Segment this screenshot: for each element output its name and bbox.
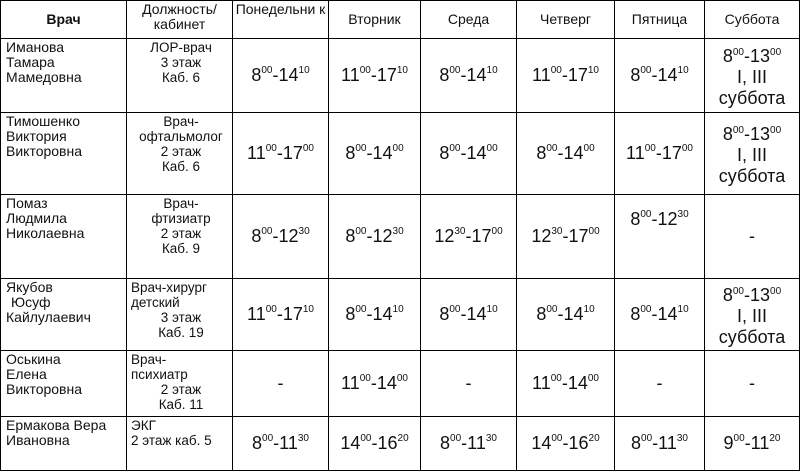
end-hour: 14: [278, 65, 299, 85]
end-minute: 30: [677, 209, 689, 220]
start-minute: 00: [644, 143, 656, 154]
time-cell-sat: $9^{00}-11^{20}$: [705, 417, 800, 471]
position-line: Каб. 6: [161, 70, 201, 85]
position-line: ЭКГ: [131, 418, 156, 433]
doctor-name: [1, 417, 127, 471]
start-hour: 14: [340, 433, 361, 453]
start-hour: 11: [626, 143, 645, 163]
start-hour: 8: [345, 304, 356, 324]
end-hour: 12: [278, 226, 299, 246]
end-hour: 12: [372, 226, 393, 246]
name-line: Виктория: [6, 128, 67, 144]
end-hour: 11: [467, 433, 486, 453]
end-hour: 14: [563, 143, 584, 163]
time-cell-tue: $14^{00}-16^{20}$: [329, 417, 421, 471]
start-minute: 00: [732, 125, 744, 136]
start-minute: 00: [355, 226, 367, 237]
start-hour: 8: [345, 143, 356, 163]
start-minute: 00: [265, 304, 277, 315]
name-line: Николаевна: [6, 225, 85, 241]
start-hour: 11: [532, 373, 551, 393]
end-hour: 17: [471, 226, 492, 246]
end-hour: 14: [567, 373, 588, 393]
end-minute: 10: [677, 304, 689, 315]
time-cell-mon: $11^{00}-17^{10}$: [233, 279, 329, 351]
end-minute: 10: [486, 304, 498, 315]
end-hour: 14: [466, 143, 487, 163]
position-cell: [127, 279, 233, 351]
time-cell-sat: $8^{00}-13^{00}$ I, III суббота: [705, 39, 800, 113]
position-line: 2 этаж каб. 5: [131, 433, 212, 448]
start-minute: 00: [546, 143, 558, 154]
end-hour: 14: [376, 373, 397, 393]
time-cell-wed: $8^{00}-11^{30}$: [421, 417, 517, 471]
end-minute: 10: [392, 304, 404, 315]
header-thursday: Четверг: [517, 1, 615, 39]
position-cell: [127, 417, 233, 471]
doctor-name: [1, 195, 127, 279]
end-hour: 17: [567, 65, 588, 85]
position-cell: [127, 195, 233, 279]
time-cell-thu: $11^{00}-14^{00}$: [517, 351, 615, 417]
start-hour: 8: [630, 304, 641, 324]
time-cell-tue: $11^{00}-14^{00}$: [329, 351, 421, 417]
start-hour: 8: [252, 433, 263, 453]
position-line: Врач-: [163, 196, 199, 211]
end-minute: 30: [392, 226, 404, 237]
time-cell-mon: $11^{00}-17^{00}$: [233, 113, 329, 195]
position-cell: [127, 113, 233, 195]
start-minute: 00: [359, 65, 371, 76]
name-line: Людмила: [6, 210, 67, 226]
end-minute: 00: [396, 373, 408, 384]
start-minute: 00: [550, 373, 562, 384]
position-line: психиатр: [131, 367, 188, 382]
time-cell-mon: -: [233, 351, 329, 417]
start-hour: 8: [440, 433, 451, 453]
end-minute: 20: [588, 433, 600, 444]
start-hour: 8: [536, 304, 547, 324]
time-cell-wed: $12^{30}-17^{00}$: [421, 195, 517, 279]
start-minute: 00: [732, 47, 744, 58]
start-minute: 00: [550, 65, 562, 76]
start-hour: 11: [247, 143, 266, 163]
end-hour: 14: [372, 143, 393, 163]
saturday-weeks: I, III: [736, 145, 767, 165]
header-wednesday: Среда: [421, 1, 517, 39]
end-hour: 14: [563, 304, 584, 324]
end-minute: 00: [587, 373, 599, 384]
start-minute: 00: [449, 65, 461, 76]
position-line: Каб. 9: [161, 241, 201, 256]
end-minute: 10: [396, 65, 408, 76]
header-monday: Понедельни к: [233, 1, 329, 39]
time-cell-sat: $8^{00}-13^{00}$ I, III суббота: [705, 279, 800, 351]
table-row: [1, 279, 800, 351]
saturday-weeks: I, III: [736, 306, 767, 326]
start-hour: 8: [722, 46, 733, 66]
name-line: Якубов: [6, 279, 53, 295]
time-cell-fri: -: [615, 351, 705, 417]
saturday-label: суббота: [718, 88, 786, 108]
start-minute: 00: [261, 65, 273, 76]
start-hour: 8: [630, 209, 641, 229]
header-friday: Пятница: [615, 1, 705, 39]
name-line: Тимошенко: [6, 113, 80, 129]
end-minute: 10: [302, 304, 314, 315]
end-minute: 00: [392, 143, 404, 154]
name-line: Мамедовна: [6, 69, 82, 85]
end-hour: 16: [377, 433, 398, 453]
time-cell-mon: $8^{00}-11^{30}$: [233, 417, 329, 471]
header-doctor: Врач: [1, 1, 127, 39]
end-hour: 11: [658, 433, 677, 453]
time-cell-wed: $8^{00}-14^{00}$: [421, 113, 517, 195]
start-hour: 11: [341, 65, 360, 85]
doctor-name: [1, 351, 127, 417]
end-minute: 00: [681, 143, 693, 154]
end-minute: 10: [587, 65, 599, 76]
time-cell-fri: $8^{00}-11^{30}$: [615, 417, 705, 471]
end-minute: 00: [770, 47, 782, 58]
doctor-name: [1, 279, 127, 351]
time-cell-thu: $11^{00}-17^{10}$: [517, 39, 615, 113]
end-hour: 17: [661, 143, 682, 163]
start-hour: 12: [531, 226, 552, 246]
end-hour: 13: [749, 124, 771, 144]
time-cell-sat: -: [705, 195, 800, 279]
start-hour: 8: [630, 65, 641, 85]
start-hour: 11: [247, 304, 266, 324]
time-cell-mon: $8^{00}-14^{10}$: [233, 39, 329, 113]
position-line: фтизиатр: [151, 211, 211, 226]
name-line: Викторовна: [6, 143, 83, 159]
name-line: Оськина: [6, 351, 61, 367]
start-minute: 00: [261, 226, 273, 237]
end-hour: 14: [657, 65, 678, 85]
time-cell-mon: $8^{00}-12^{30}$: [233, 195, 329, 279]
start-minute: 00: [551, 433, 563, 444]
time-cell-sat: -: [705, 351, 800, 417]
name-line: Иманова: [6, 39, 65, 55]
start-hour: 8: [345, 226, 356, 246]
saturday-weeks: I, III: [736, 67, 767, 87]
time-cell-tue: $8^{00}-12^{30}$: [329, 195, 421, 279]
start-hour: 8: [251, 226, 262, 246]
position-line: Врач-: [131, 352, 167, 367]
end-minute: 10: [486, 65, 498, 76]
end-hour: 16: [568, 433, 589, 453]
end-hour: 11: [750, 433, 770, 453]
start-minute: 30: [551, 226, 563, 237]
time-cell-tue: $8^{00}-14^{10}$: [329, 279, 421, 351]
start-minute: 00: [640, 209, 652, 220]
name-line: Викторовна: [6, 381, 83, 397]
start-minute: 00: [359, 373, 371, 384]
end-hour: 13: [749, 46, 771, 66]
time-cell-thu: $8^{00}-14^{00}$: [517, 113, 615, 195]
name-line: Ермакова Вера: [6, 417, 107, 433]
start-hour: 8: [631, 433, 642, 453]
start-hour: 8: [536, 143, 547, 163]
name-line: Елена: [6, 366, 47, 382]
time-cell-wed: $8^{00}-14^{10}$: [421, 39, 517, 113]
time-cell-tue: $11^{00}-17^{10}$: [329, 39, 421, 113]
header-row: [1, 1, 800, 39]
end-hour: 11: [279, 433, 298, 453]
name-line: Помаз: [6, 195, 48, 211]
time-cell-wed: $8^{00}-14^{10}$: [421, 279, 517, 351]
start-hour: 9: [723, 433, 734, 453]
start-minute: 00: [450, 433, 462, 444]
start-hour: 8: [439, 143, 450, 163]
start-minute: 00: [641, 433, 653, 444]
doctor-name: [1, 113, 127, 195]
end-minute: 20: [769, 433, 781, 444]
time-cell-sat: $8^{00}-13^{00}$ I, III суббота: [705, 113, 800, 195]
end-minute: 00: [770, 125, 782, 136]
end-minute: 30: [298, 226, 310, 237]
start-hour: 8: [722, 285, 733, 305]
start-hour: 14: [531, 433, 552, 453]
header-saturday: Суббота: [705, 1, 800, 39]
start-minute: 00: [733, 433, 745, 444]
end-minute: 10: [677, 65, 689, 76]
start-minute: 00: [265, 143, 277, 154]
start-minute: 00: [355, 143, 367, 154]
name-line: Ивановна: [6, 432, 70, 448]
time-cell-thu: $12^{30}-17^{00}$: [517, 195, 615, 279]
start-minute: 00: [449, 143, 461, 154]
start-hour: 8: [439, 65, 450, 85]
start-hour: 11: [341, 373, 360, 393]
end-minute: 00: [588, 226, 600, 237]
start-hour: 8: [251, 65, 262, 85]
start-minute: 00: [732, 286, 744, 297]
header-tuesday: Вторник: [329, 1, 421, 39]
doctor-name: [1, 39, 127, 113]
start-minute: 00: [449, 304, 461, 315]
end-hour: 17: [282, 304, 303, 324]
name-line: Юсуф: [11, 294, 51, 310]
end-minute: 10: [583, 304, 595, 315]
time-cell-fri: $8^{00}-14^{10}$: [615, 39, 705, 113]
end-hour: 17: [376, 65, 397, 85]
start-minute: 30: [454, 226, 466, 237]
time-cell-thu: $14^{00}-16^{20}$: [517, 417, 615, 471]
position-line: офтальмолог: [139, 129, 223, 144]
end-minute: 30: [676, 433, 688, 444]
position-line: ЛОР-врач: [150, 40, 212, 55]
header-position: Должность/ кабинет: [127, 1, 233, 39]
end-minute: 00: [770, 286, 782, 297]
time-cell-wed: -: [421, 351, 517, 417]
position-line: Каб. 19: [158, 325, 204, 340]
start-hour: 8: [439, 304, 450, 324]
end-hour: 14: [466, 65, 487, 85]
end-minute: 00: [491, 226, 503, 237]
name-line: Кайлулаевич: [6, 309, 91, 325]
end-hour: 12: [657, 209, 678, 229]
position-line: детский: [131, 295, 180, 310]
name-line: Тамара: [6, 54, 55, 70]
end-hour: 14: [372, 304, 393, 324]
start-minute: 00: [640, 304, 652, 315]
end-hour: 14: [657, 304, 678, 324]
end-hour: 17: [282, 143, 303, 163]
time-cell-fri: $11^{00}-17^{00}$: [615, 113, 705, 195]
position-line: Врач-: [163, 114, 199, 129]
start-minute: 00: [360, 433, 372, 444]
table-row: [1, 417, 800, 471]
time-cell-fri: $8^{00}-12^{30}$: [615, 195, 705, 279]
table-row: [1, 195, 800, 279]
end-hour: 14: [466, 304, 487, 324]
position-line: Каб. 6: [161, 159, 201, 174]
end-minute: 30: [297, 433, 309, 444]
position-cell: [127, 351, 233, 417]
saturday-label: суббота: [718, 166, 786, 186]
start-hour: 11: [532, 65, 551, 85]
end-minute: 00: [583, 143, 595, 154]
position-line: 2 этаж: [160, 144, 202, 159]
end-minute: 00: [302, 143, 314, 154]
position-line: Каб. 11: [158, 397, 204, 412]
start-minute: 00: [640, 65, 652, 76]
table-row: [1, 113, 800, 195]
position-line: 2 этаж: [160, 226, 202, 241]
time-cell-thu: $8^{00}-14^{10}$: [517, 279, 615, 351]
end-minute: 10: [298, 65, 310, 76]
position-line: 3 этаж: [160, 310, 202, 325]
position-line: 3 этаж: [160, 55, 202, 70]
position-line: Врач-хирург: [131, 280, 207, 295]
time-cell-fri: $8^{00}-14^{10}$: [615, 279, 705, 351]
start-minute: 00: [262, 433, 274, 444]
end-hour: 13: [749, 285, 771, 305]
start-minute: 00: [355, 304, 367, 315]
end-minute: 20: [397, 433, 409, 444]
start-hour: 8: [722, 124, 733, 144]
position-cell: [127, 39, 233, 113]
table-row: [1, 351, 800, 417]
end-minute: 30: [485, 433, 497, 444]
saturday-label: суббота: [718, 327, 786, 347]
position-line: 2 этаж: [160, 382, 202, 397]
start-minute: 00: [546, 304, 558, 315]
end-hour: 17: [568, 226, 589, 246]
table-row: [1, 39, 800, 113]
start-hour: 12: [434, 226, 455, 246]
time-cell-tue: $8^{00}-14^{00}$: [329, 113, 421, 195]
end-minute: 00: [486, 143, 498, 154]
